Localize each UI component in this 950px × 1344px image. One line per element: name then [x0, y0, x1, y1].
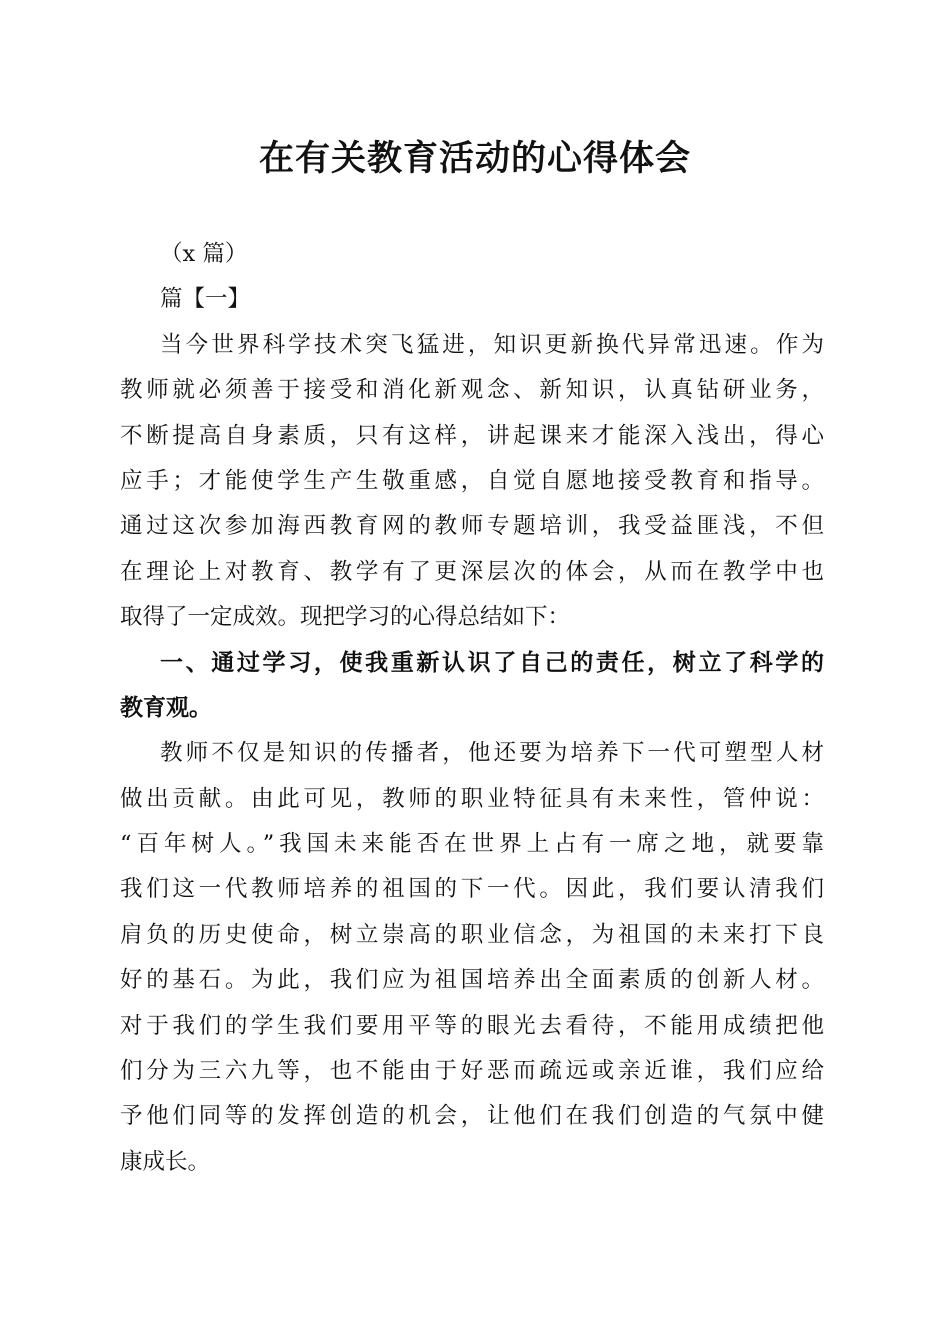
- paragraph-line: 不断提高自身素质，只有这样，讲起课来才能深入浅出，得心: [120, 422, 824, 449]
- paragraph-line: 肩负的历史使命，树立崇高的职业信念，为祖国的未来打下良: [120, 921, 824, 948]
- paragraph-line: 我们这一代教师培养的祖国的下一代。因此，我们要认清我们: [120, 876, 824, 903]
- document-title: 在有关教育活动的心得体会: [258, 138, 691, 179]
- heading-line: 教育观。: [120, 694, 212, 721]
- paragraph-line: 予他们同等的发挥创造的机会，让他们在我们创造的气氛中健: [120, 1103, 824, 1130]
- paragraph-line: 做出贡献。由此可见，教师的职业特征具有未来性，管仲说：: [120, 785, 824, 812]
- paragraph-line: 好的基石。为此，我们应为祖国培养出全面素质的创新人材。: [120, 967, 824, 994]
- paragraph-line: 取得了一定成效。现把学习的心得总结如下：: [120, 604, 571, 631]
- paragraph-line: 应手；才能使学生产生敬重感，自觉自愿地接受教育和指导。: [120, 467, 824, 494]
- subtitle: （x 篇）: [160, 241, 248, 267]
- heading-line: 一、通过学习，使我重新认识了自己的责任，树立了科学的: [160, 649, 824, 676]
- paragraph-line: 教师不仅是知识的传播者，他还要为培养下一代可塑型人材: [160, 740, 824, 767]
- document-body: [120, 232, 824, 1185]
- paragraph-line: 当今世界科学技术突飞猛进，知识更新换代异常迅速。作为: [160, 331, 824, 358]
- section-label: 篇【一】: [160, 286, 251, 313]
- paragraph-line: 康成长。: [120, 1148, 211, 1175]
- paragraph-1: [120, 323, 824, 641]
- paragraph-line: 们分为三六九等，也不能由于好恶而疏远或亲近谁，我们应给: [120, 1058, 824, 1085]
- paragraph-line: 在理论上对教育、教学有了更深层次的体会，从而在教学中也: [120, 558, 824, 585]
- paragraph-line: 教师就必须善于接受和消化新观念、新知识，认真钻研业务，: [120, 377, 824, 404]
- paragraph-2: [120, 731, 824, 1185]
- paragraph-line: 对于我们的学生我们要用平等的眼光去看待，不能用成绩把他: [120, 1012, 824, 1039]
- section-heading-1: [120, 641, 824, 732]
- paragraph-line: “百年树人。”我国未来能否在世界上占有一席之地，就要靠: [120, 831, 824, 858]
- paragraph-line: 通过这次参加海西教育网的教师专题培训，我受益匪浅，不但: [120, 513, 824, 540]
